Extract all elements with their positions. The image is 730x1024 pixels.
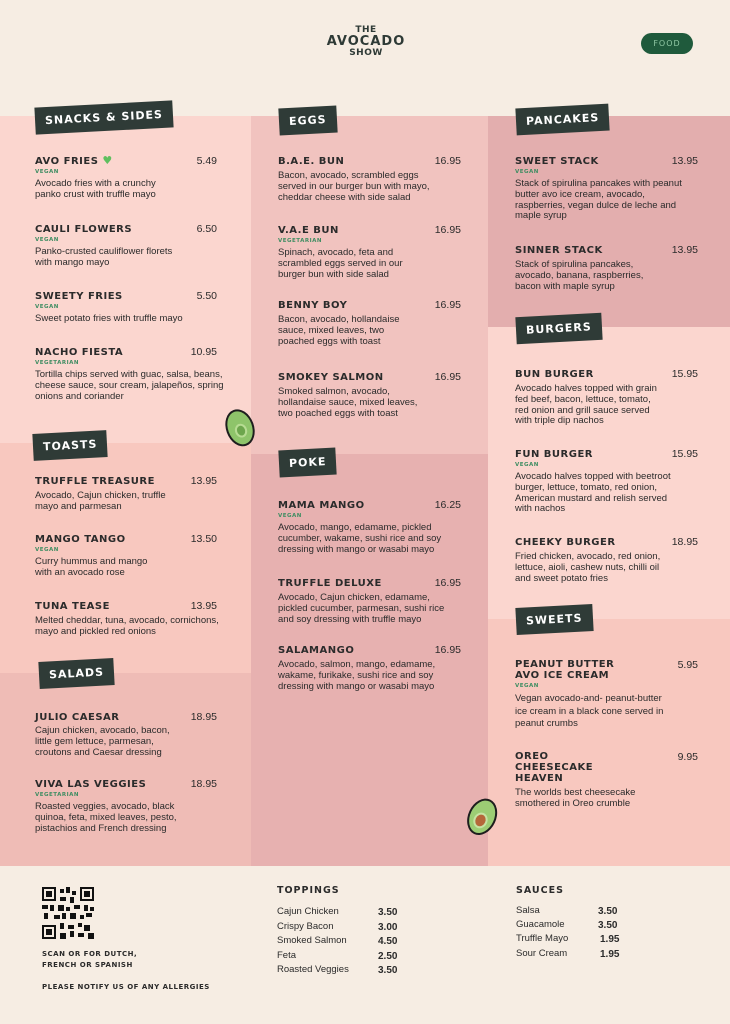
brand-logo <box>320 26 412 59</box>
menu-item <box>35 533 217 579</box>
item-price: 18.95 <box>671 536 698 548</box>
item-name: CAULI FLOWERS <box>35 224 133 235</box>
item-name: BENNY BOY <box>278 300 348 311</box>
avocado-illustration <box>463 790 503 840</box>
item-name: SWEET STACK <box>515 156 599 167</box>
topping-name: Feta <box>277 950 297 961</box>
item-price: 16.95 <box>434 371 461 383</box>
sauce-price: 3.50 <box>598 920 618 931</box>
logo-line-1: THE <box>355 25 377 35</box>
item-description: Avocado, mango, edamame, pickled cucumber, wakame, sushi rice and soy dressing with mango or wasabi mayo <box>278 522 442 555</box>
item-description: Avocado, Cajun chicken, edamame, pickled cucumber, parmesan, sushi rice and soy dressing with truffle mayo <box>278 592 445 625</box>
topping-name: Cajun Chicken <box>277 906 339 917</box>
footer <box>0 866 730 1024</box>
item-description: Roasted veggies, avocado, black quinoa, feta, mixed leaves, pesto, pistachios and French dressing <box>35 801 177 834</box>
item-description: Melted cheddar, tuna, avocado, cornichons, mayo and pickled red onions <box>35 615 219 637</box>
item-price: 6.50 <box>196 223 217 235</box>
menu-item <box>278 371 461 419</box>
item-price: 13.95 <box>671 244 698 256</box>
item-price: 13.95 <box>671 155 698 167</box>
item-description: Avocado fries with a crunchy panko crust with truffle mayo <box>35 178 156 200</box>
item-price: 16.95 <box>434 644 461 656</box>
menu-item <box>278 644 461 692</box>
item-tag: VEGETARIAN <box>35 792 80 798</box>
item-description: Stack of spirulina pancakes with peanut butter avo ice cream, avocado, raspberries, vegan dulce de leche and maple syrup <box>515 178 682 222</box>
menu-item <box>278 299 461 347</box>
item-name: TRUFFLE TREASURE <box>35 476 155 487</box>
item-name: CHEEKY BURGER <box>515 537 616 548</box>
sauce-name: Guacamole <box>516 919 565 930</box>
item-name: TRUFFLE DELUXE <box>278 578 382 589</box>
item-name: VIVA LAS VEGGIES <box>35 779 147 790</box>
heading-burgers: BURGERS <box>515 313 602 344</box>
item-price: 5.49 <box>196 155 217 167</box>
heading-poke: POKE <box>278 448 337 478</box>
sauce-price: 1.95 <box>600 934 620 945</box>
heading-toasts: TOASTS <box>32 430 108 461</box>
logo-line-2: AVOCADO <box>326 34 406 50</box>
qr-code-icon[interactable] <box>42 887 94 939</box>
menu-item <box>515 368 698 427</box>
item-name: MANGO TANGO <box>35 534 126 545</box>
heading-eggs: EGGS <box>278 106 337 136</box>
menu-item <box>515 155 698 222</box>
item-description: The worlds best cheesecake smothered in Oreo crumble <box>515 787 636 809</box>
item-price: 15.95 <box>671 448 698 460</box>
item-tag: VEGAN <box>515 683 539 689</box>
item-name: MAMA MANGO <box>278 500 365 511</box>
allergy-note: PLEASE NOTIFY US OF ANY ALLERGIES <box>42 983 210 991</box>
menu-item <box>35 155 217 201</box>
menu-item <box>35 346 224 402</box>
item-description: Sweet potato fries with truffle mayo <box>35 313 183 324</box>
item-name: V.A.E BUN <box>278 225 339 236</box>
item-price: 18.95 <box>190 778 217 790</box>
item-description: Fried chicken, avocado, red onion, lettuce, aioli, cashew nuts, chilli oil and sweet potato fries <box>515 551 661 584</box>
item-price: 9.95 <box>677 751 698 763</box>
item-price: 13.95 <box>190 600 217 612</box>
topping-price: 2.50 <box>378 951 398 962</box>
item-name: SINNER STACK <box>515 245 603 256</box>
item-tag: VEGETARIAN <box>35 360 80 366</box>
item-tag: VEGAN <box>35 169 59 175</box>
sauce-name: Sour Cream <box>516 948 568 959</box>
sauces-title: SAUCES <box>516 885 564 896</box>
item-tag: VEGAN <box>35 237 59 243</box>
item-price: 10.95 <box>190 346 217 358</box>
item-description: Avocado, salmon, mango, edamame, wakame, furikake, sushi rice and soy dressing with mango or wasabi mayo <box>278 659 436 692</box>
item-name: SMOKEY SALMON <box>278 372 384 383</box>
item-price: 16.95 <box>434 299 461 311</box>
menu-item <box>515 244 698 292</box>
item-description: Bacon, avocado, hollandaise sauce, mixed leaves, two poached eggs with toast <box>278 314 400 347</box>
item-name: SALAMANGO <box>278 645 355 656</box>
topping-price: 3.50 <box>378 907 398 918</box>
item-description: Avocado halves topped with grain fed beef, bacon, lettuce, tomato, red onion and grill sauce served with triple dip nachos <box>515 383 657 427</box>
food-pill-button[interactable]: FOOD <box>641 33 693 54</box>
topping-name: Roasted Veggies <box>277 964 349 975</box>
item-name: OREO CHEESECAKE HEAVEN <box>515 751 594 784</box>
toppings-title: TOPPINGS <box>277 885 340 896</box>
item-description: Stack of spirulina pancakes, avocado, banana, raspberries, bacon with maple syrup <box>515 259 644 292</box>
item-description: Curry hummus and mango with an avocado rose <box>35 556 148 578</box>
item-tag: VEGAN <box>35 547 59 553</box>
scan-note: SCAN OR FOR DUTCH, FRENCH OR SPANISH <box>42 950 138 969</box>
bg-sweets <box>488 619 730 866</box>
item-price: 5.50 <box>196 290 217 302</box>
menu-item <box>35 475 217 513</box>
item-tag: VEGAN <box>515 169 539 175</box>
item-description: Vegan avocado-and- peanut-butter ice cream in a black cone served in peanut crumbs <box>515 693 664 729</box>
menu-item <box>278 577 461 625</box>
menu-item <box>35 290 217 325</box>
item-name: JULIO CAESAR <box>35 712 120 723</box>
item-name: SWEETY FRIES <box>35 291 123 302</box>
item-tag: VEGAN <box>515 462 539 468</box>
sauce-price: 1.95 <box>600 949 620 960</box>
topping-name: Smoked Salmon <box>277 935 347 946</box>
menu-item <box>515 536 698 584</box>
menu-item <box>515 448 698 515</box>
menu-item <box>35 223 217 269</box>
green-heart-icon: ♥ <box>102 154 113 167</box>
item-name: B.A.E. BUN <box>278 156 345 167</box>
logo-line-3: SHOW <box>349 48 383 59</box>
heading-sweets: SWEETS <box>515 604 593 635</box>
item-tag: VEGAN <box>278 513 302 519</box>
item-description: Panko-crusted cauliflower florets with mango mayo <box>35 246 173 268</box>
menu-item <box>35 778 217 834</box>
item-description: Bacon, avocado, scrambled eggs served in our burger bun with mayo, cheddar cheese with side salad <box>278 170 430 203</box>
menu-item <box>278 155 461 203</box>
item-price: 16.95 <box>434 224 461 236</box>
item-description: Cajun chicken, avocado, bacon, little gem lettuce, parmesan, croutons and Caesar dressing <box>35 725 170 758</box>
item-price: 16.95 <box>434 155 461 167</box>
sauce-name: Salsa <box>516 905 540 916</box>
item-name: FUN BURGER <box>515 449 593 460</box>
topping-price: 3.50 <box>378 965 398 976</box>
item-price: 13.95 <box>190 475 217 487</box>
sauce-price: 3.50 <box>598 906 618 917</box>
item-description: Avocado, Cajun chicken, truffle mayo and parmesan <box>35 490 166 512</box>
item-price: 16.25 <box>434 499 461 511</box>
heading-pancakes: PANCAKES <box>515 104 610 136</box>
item-price: 13.50 <box>190 533 217 545</box>
item-description: Tortilla chips served with guac, salsa, beans, cheese sauce, sour cream, jalapeños, spring onions and coriander <box>35 369 224 402</box>
menu-item <box>35 600 217 638</box>
item-name: AVO FRIES ♥ <box>35 154 113 167</box>
item-description: Avocado halves topped with beetroot burger, lettuce, tomato, red onion, American mustard and relish served with nachos <box>515 471 671 515</box>
item-name: PEANUT BUTTER AVO ICE CREAM <box>515 659 615 681</box>
item-description: Smoked salmon, avocado, hollandaise sauce, mixed leaves, two poached eggs with toast <box>278 386 418 419</box>
item-tag: VEGETARIAN <box>278 238 323 244</box>
topping-price: 4.50 <box>378 936 398 947</box>
bg-salads <box>0 673 251 866</box>
item-tag: VEGAN <box>35 304 59 310</box>
item-name: NACHO FIESTA <box>35 347 124 358</box>
menu-item <box>35 711 217 758</box>
item-description: Spinach, avocado, feta and scrambled eggs served in our burger bun with side salad <box>278 247 403 280</box>
item-price: 16.95 <box>434 577 461 589</box>
avocado-illustration <box>219 400 259 450</box>
menu-item <box>278 499 461 555</box>
item-name: TUNA TEASE <box>35 601 110 612</box>
menu-item <box>515 659 698 731</box>
heading-snacks: SNACKS & SIDES <box>34 100 173 134</box>
menu-item <box>278 224 461 280</box>
menu-item <box>515 751 698 810</box>
topping-name: Crispy Bacon <box>277 921 334 932</box>
sauce-name: Truffle Mayo <box>516 933 569 944</box>
item-price: 15.95 <box>671 368 698 380</box>
item-name: BUN BURGER <box>515 369 594 380</box>
topping-price: 3.00 <box>378 922 398 933</box>
item-price: 18.95 <box>190 711 217 723</box>
item-price: 5.95 <box>677 659 698 671</box>
heading-salads: SALADS <box>38 658 114 689</box>
